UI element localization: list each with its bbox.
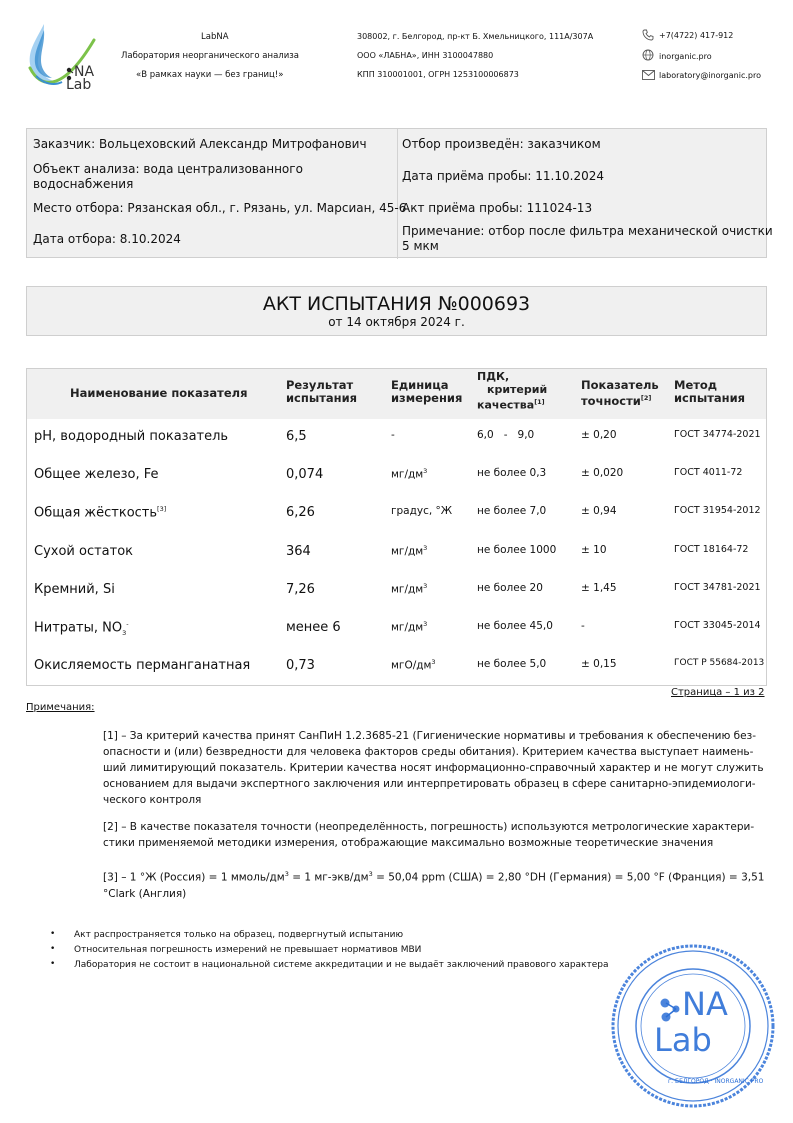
row-name-text: Кремний, Si: [34, 582, 115, 597]
row-unit: [391, 544, 427, 558]
row-accuracy: -: [581, 620, 585, 632]
header-method-line-2: испытания: [674, 391, 746, 405]
row-unit-text: мг/дм: [391, 545, 424, 558]
row-pdk: не более 45,0: [477, 620, 553, 632]
stamp-ring-bottom: г. БЕЛГОРОД · INORGANIC.PRO: [668, 1078, 764, 1085]
logo-text-na: NA: [74, 64, 95, 80]
notes-title: Примечания:: [26, 702, 95, 713]
row-method: ГОСТ 31954-2012: [674, 505, 761, 516]
row-result: 0,074: [286, 467, 324, 482]
row-method: ГОСТ 4011-72: [674, 467, 743, 478]
note-3-sup-2: 3: [368, 870, 373, 878]
row-name-text: Общее железо, Fe: [34, 467, 159, 482]
table-row: [27, 544, 766, 564]
row-unit-text: мг/дм: [391, 468, 424, 481]
row-method: ГОСТ Р 55684-2013: [674, 658, 765, 668]
row-result: менее 6: [286, 620, 341, 635]
analysis-object-line-1: Объект анализа: вода централизованного: [33, 162, 303, 176]
sampling-place: Место отбора: Рязанская обл., г. Рязань, ул. Марсиан, 45-6: [33, 201, 407, 215]
row-accuracy: ± 0,94: [581, 505, 617, 517]
note-3-line-1: [103, 866, 767, 886]
header-pdk-line-1: ПДК,: [477, 370, 510, 383]
email-text: laboratory@inorganic.pro: [659, 71, 761, 80]
results-table: [26, 368, 767, 686]
row-unit: -: [391, 429, 395, 441]
header-pdk-ref: [1]: [534, 398, 545, 406]
header-pdk-line-2: критерий: [487, 382, 548, 396]
header-accuracy-text: точности: [581, 393, 641, 408]
row-pdk: не более 0,3: [477, 467, 547, 479]
list-item: Лаборатория не состоит в национальной системе аккредитации и не выдаёт заключений правового характера: [74, 960, 609, 970]
row-method: ГОСТ 34774-2021: [674, 429, 761, 440]
row-pdk: не более 7,0: [477, 505, 547, 517]
org-desc: Лаборатория неорганического анализа: [121, 51, 299, 61]
row-name-sup: -: [126, 620, 129, 628]
note-1-line-5: ческого контроля: [103, 794, 202, 806]
header-name: Наименование показателя: [70, 386, 248, 400]
header-result-line-1: Результат: [286, 378, 354, 392]
header-pdk: [477, 371, 547, 412]
row-result: 0,73: [286, 658, 315, 673]
mail-icon: [642, 70, 655, 80]
note-3-line-2: °Clark (Англия): [103, 887, 187, 900]
row-pdk: 6,0 - 9,0: [477, 429, 535, 441]
row-method: ГОСТ 34781-2021: [674, 582, 761, 593]
row-result: 7,26: [286, 582, 315, 597]
org-address: 308002, г. Белгород, пр-кт Б. Хмельницкого, 111А/307А: [357, 32, 594, 41]
table-row: [27, 582, 766, 602]
row-unit: [391, 620, 427, 634]
note-1-line-4: основанием для выдачи экспертного заключения или интерпретировать образец в сфере санитарно-эпидемиологи-: [103, 778, 756, 790]
row-unit-sup: 3: [423, 582, 428, 590]
table-row: [27, 505, 766, 525]
table-row: [27, 467, 766, 487]
note-3-sup-1: 3: [284, 870, 289, 878]
row-unit-text: мгО/дм: [391, 659, 432, 672]
org-name: LabNA: [201, 32, 229, 42]
row-unit: [391, 582, 427, 596]
row-name: [34, 582, 115, 597]
row-name-sup: [3]: [157, 505, 167, 513]
note-3-part-a: [3] – 1 °Ж (Россия) = 1 ммоль/дм: [103, 871, 285, 884]
note-3-part-c: = 50,04 ppm (США) = 2,80 °DH (Германия) = 5,00 °F (Франция) = 3,51: [372, 871, 765, 884]
note-1-line-1: [1] – За критерий качества принят СанПиН 1.2.3685-21 (Гигиенические нормативы и требования к обеспечению без-: [103, 730, 756, 742]
globe-icon: [642, 49, 654, 61]
header-result: [286, 379, 357, 405]
note-1-line-3: ший лимитирующий показатель. Критерии качества носят информационно-справочный характер и не могут служить: [103, 762, 764, 774]
row-method: ГОСТ 33045-2014: [674, 620, 761, 631]
table-row: [27, 658, 766, 678]
company-stamp: [610, 943, 776, 1109]
receive-date: Дата приёма пробы: 11.10.2024: [402, 169, 604, 183]
row-name-sub: 3: [122, 628, 127, 637]
bullet-dot: •: [50, 944, 56, 954]
row-name: [34, 429, 228, 444]
header-unit-line-1: Единица: [391, 378, 449, 392]
header-accuracy-line-1: Показатель: [581, 378, 659, 392]
row-name-text: Нитраты, NO: [34, 620, 123, 636]
table-row: [27, 429, 766, 449]
note-2: [103, 819, 767, 851]
info-divider: [397, 129, 398, 259]
row-name-text: Сухой остаток: [34, 544, 134, 559]
bullet-dot: •: [50, 929, 56, 939]
row-unit-sup: 3: [423, 467, 428, 475]
row-name: [34, 544, 133, 559]
row-unit: [391, 658, 436, 672]
note-2-line-1: [2] – В качестве показателя точности (неопределённость, погрешность) используются метрологические характери-: [103, 821, 755, 833]
row-pdk: не более 20: [477, 582, 543, 594]
header-pdk-line-3: [477, 396, 547, 412]
row-name-text: Окисляемость перманганатная: [34, 658, 251, 673]
page-number: Страница – 1 из 2: [671, 687, 765, 698]
note-1-line-2: опасности и (или) безвредности для человека факторов среды обитания). Критерием качества выступает наимень-: [103, 746, 754, 758]
header-pdk-text: качества: [477, 398, 535, 412]
row-accuracy: ± 0,20: [581, 429, 617, 441]
phone-icon: [642, 29, 654, 41]
row-unit: [391, 467, 427, 481]
row-accuracy: ± 0,020: [581, 467, 624, 479]
analysis-object-line-2: водоснабжения: [33, 177, 134, 191]
act-date: от 14 октября 2024 г.: [328, 315, 465, 329]
header-unit-line-2: измерения: [391, 391, 463, 405]
customer: Заказчик: Вольцеховский Александр Митрофанович: [33, 137, 367, 151]
note-3: [103, 866, 767, 902]
header-accuracy-line-2: [581, 392, 659, 408]
row-name: [34, 658, 250, 673]
row-result: 6,5: [286, 429, 307, 444]
row-name-text: pH, водородный показатель: [34, 429, 229, 444]
row-method: ГОСТ 18164-72: [674, 544, 749, 555]
note-2-line-2: стики применяемой методики измерения, отображающие максимально возможные теоретические значения: [103, 837, 714, 849]
header-method: [674, 379, 745, 405]
header-result-line-2: испытания: [286, 391, 358, 405]
row-accuracy: ± 0,15: [581, 658, 617, 670]
note-3-part-b: = 1 мг-экв/дм: [288, 871, 369, 884]
row-unit: градус, °Ж: [391, 505, 453, 517]
act-title-box: [26, 286, 767, 336]
sampling-date: Дата отбора: 8.10.2024: [33, 232, 181, 246]
header-accuracy: [581, 379, 659, 408]
note-1: [103, 728, 767, 808]
list-item: Относительная погрешность измерений не превышает нормативов МВИ: [74, 945, 422, 955]
org-kpp: КПП 310001001, ОГРН 1253100006873: [357, 70, 519, 79]
sampled-by: Отбор произведён: заказчиком: [402, 137, 601, 151]
phone-text: +7(4722) 417-912: [659, 31, 734, 40]
website-text: inorganic.pro: [659, 52, 712, 61]
row-pdk: не более 1000: [477, 544, 557, 556]
row-unit-sup: 3: [423, 544, 428, 552]
sample-info-box: [26, 128, 773, 258]
row-result: 6,26: [286, 505, 315, 520]
row-accuracy: ± 1,45: [581, 582, 617, 594]
row-name: [34, 620, 129, 637]
logo: [22, 18, 102, 96]
org-company: ООО «ЛАБНА», ИНН 3100047880: [357, 51, 494, 60]
acceptance-act: Акт приёма пробы: 111024-13: [402, 201, 593, 215]
logo-text-lab: Lab: [66, 77, 92, 93]
header-unit: [391, 379, 462, 405]
sample-note-line-1: Примечание: отбор после фильтра механической очистки: [402, 224, 773, 238]
row-name-text: Общая жёсткость: [34, 505, 158, 521]
org-motto: «В рамках науки — без границ!»: [136, 70, 284, 80]
sample-note-line-2: 5 мкм: [402, 239, 439, 253]
act-title: АКТ ИСПЫТАНИЯ №000693: [262, 293, 531, 315]
bullet-dot: •: [50, 959, 56, 969]
row-name: [34, 467, 159, 482]
row-unit-sup: 3: [423, 620, 428, 628]
row-result: 364: [286, 544, 311, 559]
row-name: [34, 505, 166, 520]
stamp-center-lab: Lab: [654, 1021, 712, 1059]
row-unit-sup: 3: [431, 658, 436, 666]
stamp-center-na: NA: [682, 985, 728, 1023]
table-header: [27, 369, 766, 419]
table-row: [27, 620, 766, 640]
header-method-line-1: Метод: [674, 378, 718, 392]
header-accuracy-ref: [2]: [640, 394, 652, 402]
row-unit-text: мг/дм: [391, 621, 424, 634]
row-pdk: не более 5,0: [477, 658, 547, 670]
row-unit-text: мг/дм: [391, 583, 424, 596]
list-item: Акт распространяется только на образец, подвергнутый испытанию: [74, 930, 404, 940]
row-accuracy: ± 10: [581, 544, 607, 556]
